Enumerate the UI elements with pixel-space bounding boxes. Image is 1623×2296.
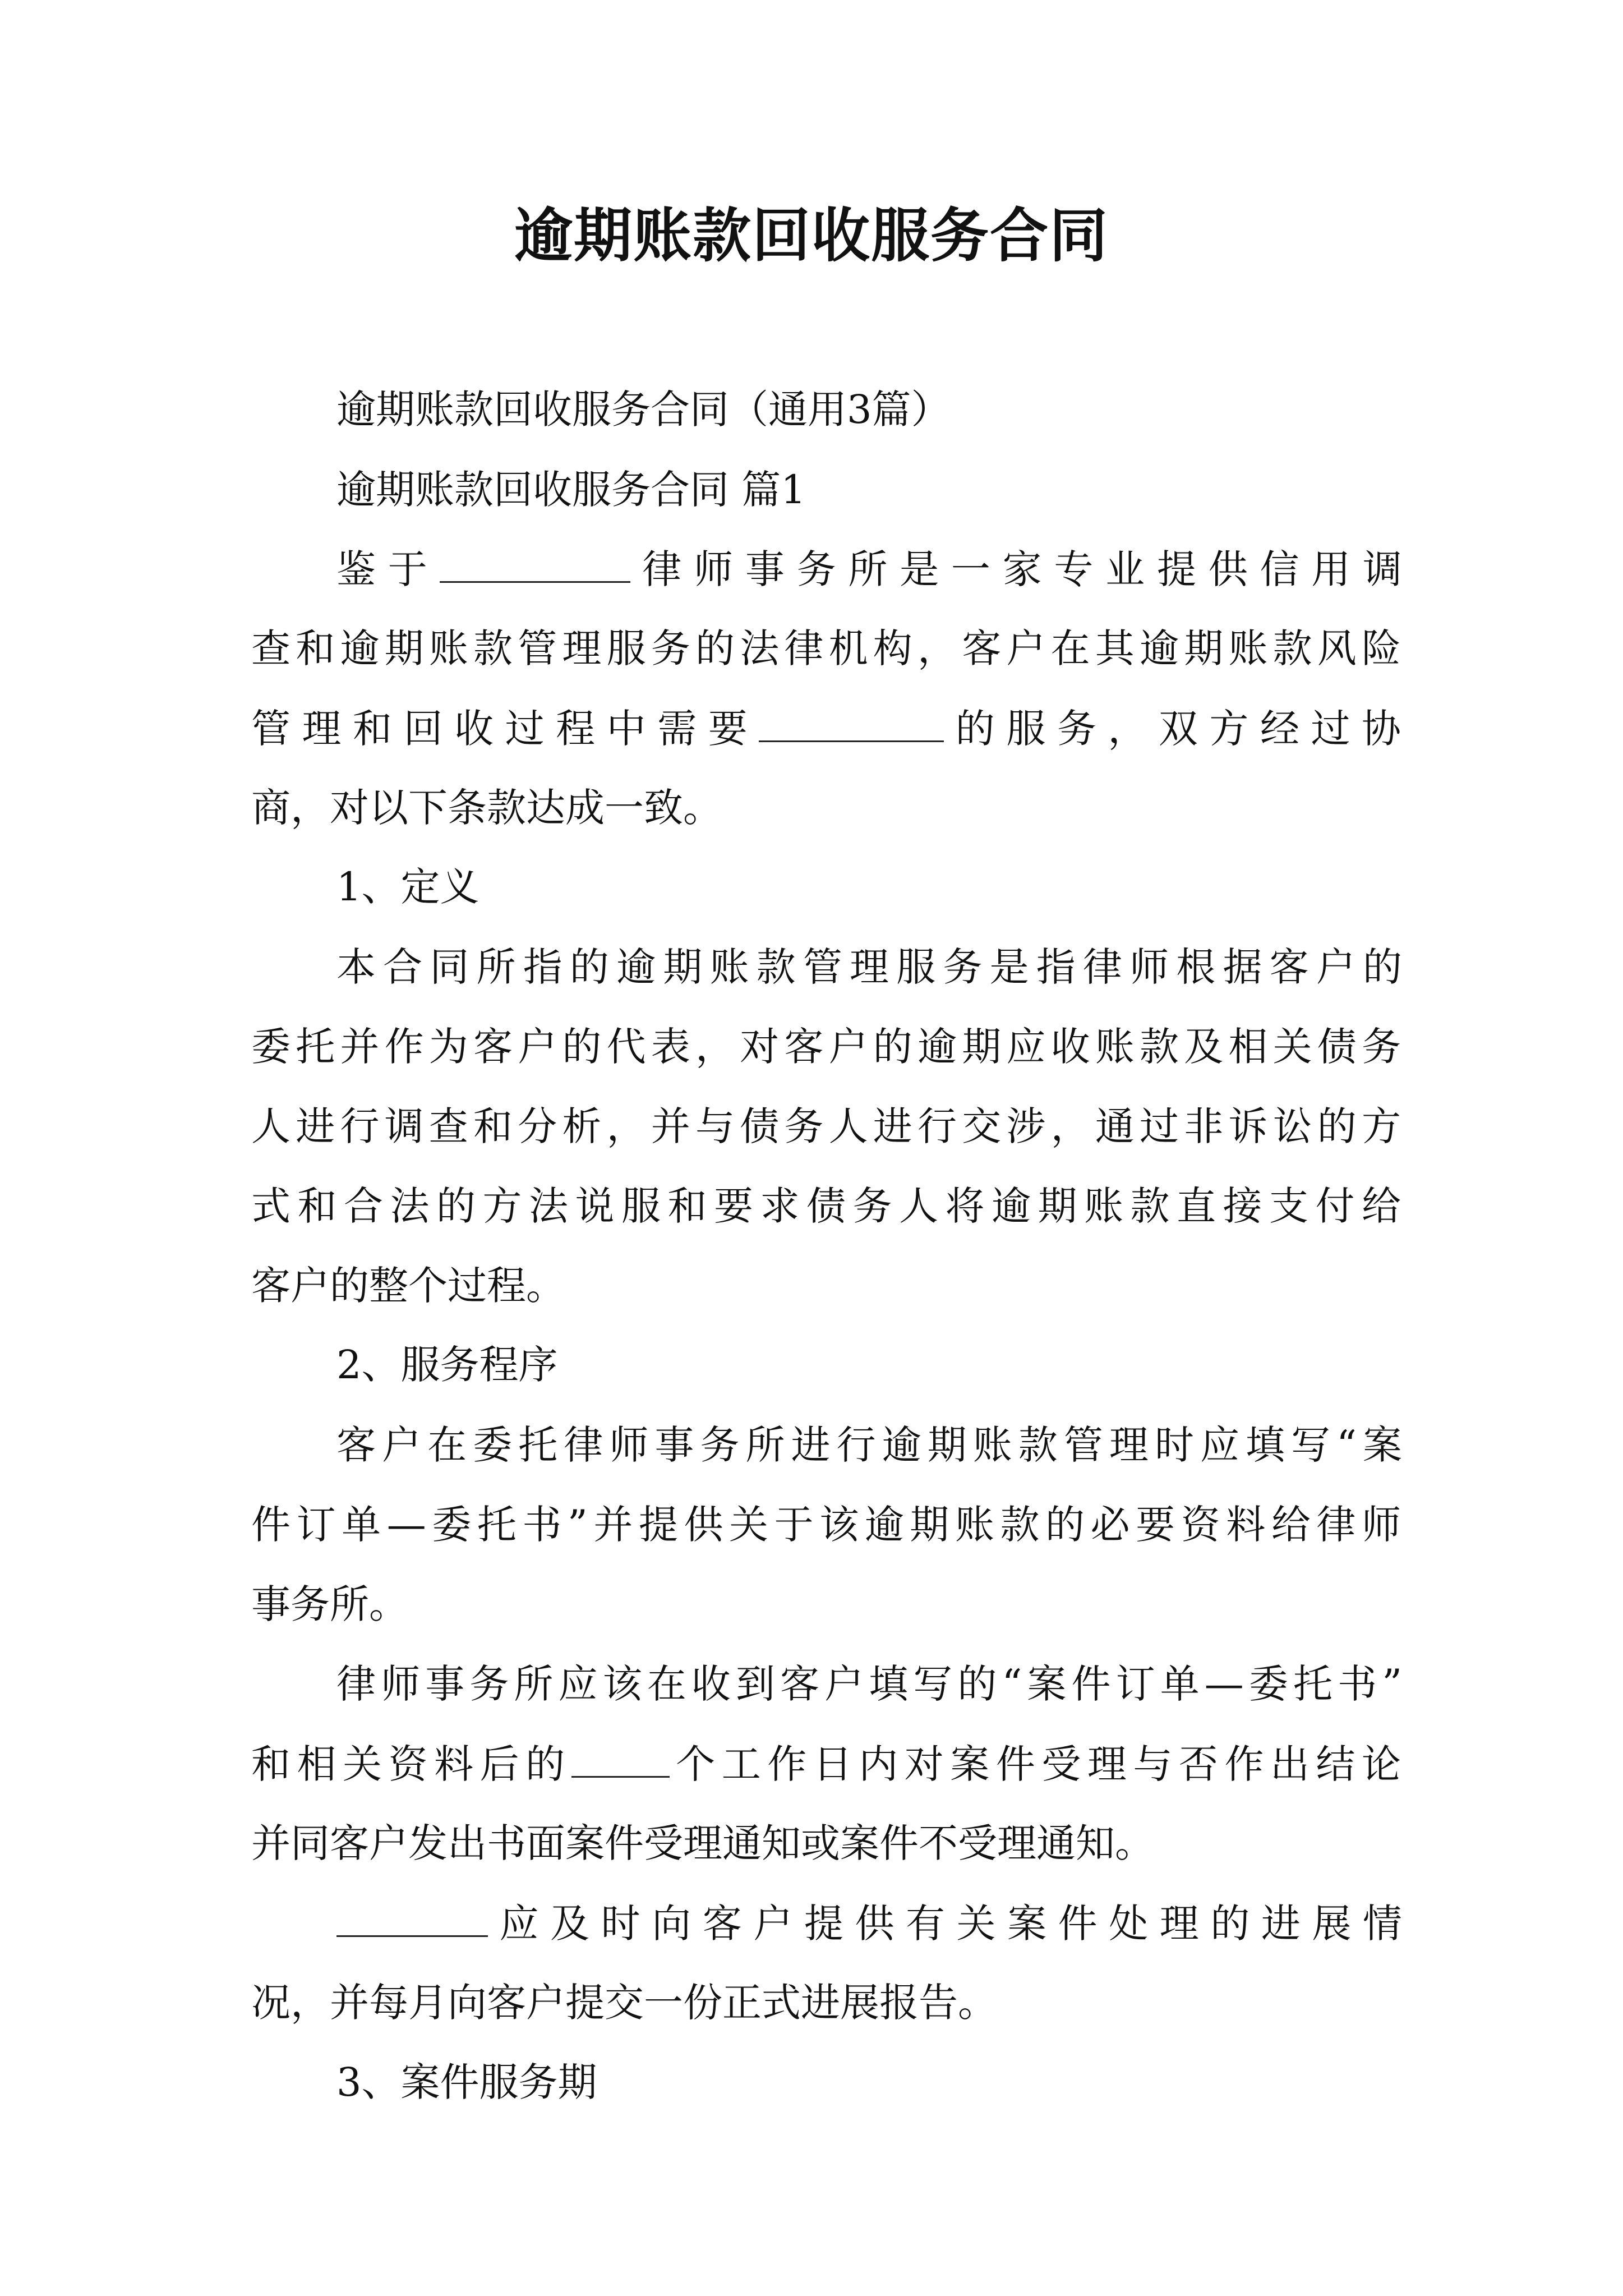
line-text: 律师事务所是一家专业提供信用调 (630, 546, 1403, 592)
line-text: 的服务，双方经过协 (944, 706, 1401, 752)
section-heading-part1: 逾期账款回收服务合同 篇1 (336, 467, 806, 513)
document-subtitle: 逾期账款回收服务合同（通用3篇） (336, 386, 951, 432)
blank-field (759, 706, 944, 742)
section-heading: 2、服务程序 (336, 1342, 558, 1388)
blank-field (336, 1901, 488, 1937)
paragraph-line: 客户的整个过程。 (251, 1263, 565, 1309)
paragraph-line: 并同客户发出书面案件受理通知或案件不受理通知。 (251, 1820, 1154, 1866)
paragraph-line: 客户在委托律师事务所进行逾期账款管理时应填写“案 (336, 1422, 1402, 1468)
paragraph-line: 事务所。 (251, 1581, 408, 1627)
paragraph-line (336, 546, 1402, 592)
paragraph-line (336, 1901, 1402, 1946)
line-text: 鉴于 (336, 546, 440, 592)
paragraph-line: 律师事务所应该在收到客户填写的“案件订单—委托书” (336, 1661, 1402, 1707)
line-text: 个工作日内对案件受理与否作出结论 (669, 1741, 1401, 1787)
paragraph-line: 本合同所指的逾期账款管理服务是指律师根据客户的 (336, 944, 1402, 990)
section-heading: 1、定义 (336, 864, 479, 910)
paragraph-line (251, 1741, 1401, 1787)
paragraph-line: 商，对以下条款达成一致。 (251, 785, 722, 831)
blank-field (571, 1741, 670, 1778)
blank-field (440, 546, 630, 583)
paragraph-line: 人进行调查和分析，并与债务人进行交涉，通过非诉讼的方 (251, 1103, 1401, 1149)
line-text: 和相关资料后的 (251, 1741, 571, 1787)
paragraph-line: 查和逾期账款管理服务的法律机构，客户在其逾期账款风险 (251, 625, 1401, 671)
section-heading: 3、案件服务期 (336, 2059, 597, 2105)
document-title: 逾期账款回收服务合同 (514, 201, 1109, 270)
paragraph-line: 况，并每月向客户提交一份正式进展报告。 (251, 1980, 997, 2026)
paragraph-line: 委托并作为客户的代表，对客户的逾期应收账款及相关债务 (251, 1024, 1401, 1070)
paragraph-line (251, 706, 1401, 751)
line-text: 应及时向客户提供有关案件处理的进展情 (488, 1901, 1402, 1947)
line-text: 管理和回收过程中需要 (251, 706, 759, 752)
paragraph-line: 件订单—委托书”并提供关于该逾期账款的必要资料给律师 (251, 1502, 1401, 1548)
paragraph-line: 式和合法的方法说服和要求债务人将逾期账款直接支付给 (251, 1183, 1401, 1229)
